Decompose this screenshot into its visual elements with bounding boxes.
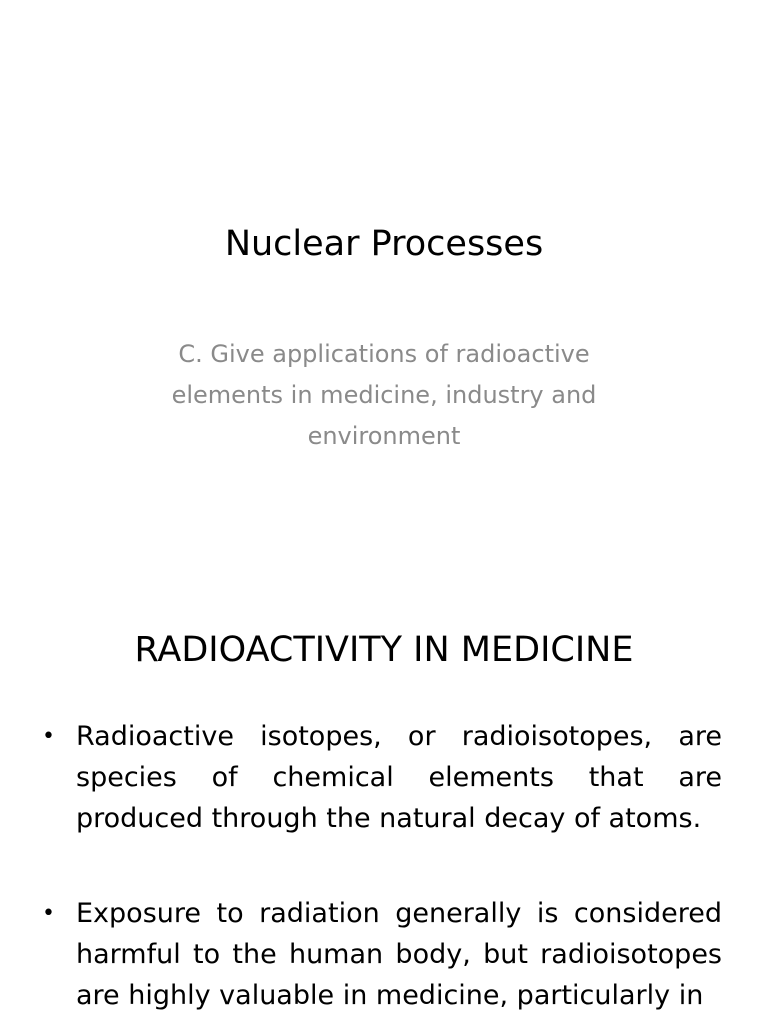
bullet-icon: • — [42, 724, 55, 749]
slide-subtitle: C. Give applications of radioactive elements in medicine, industry and environment — [171, 340, 597, 450]
bullet-icon: • — [42, 901, 55, 926]
bullet-list — [38, 716, 722, 1024]
bullet-text: Radioactive isotopes, or radioisotopes, are species of chemical elements that are produced through the natural decay of atoms. — [76, 721, 722, 834]
bullet-text: Exposure to radiation generally is considered harmful to the human body, but radioisotopes are highly valuable in medicine, particularly in — [76, 898, 722, 1011]
bullet-item — [38, 716, 722, 839]
section-heading: RADIOACTIVITY IN MEDICINE — [134, 630, 634, 670]
slide-title: Nuclear Processes — [224, 224, 544, 264]
content-slide — [0, 576, 768, 1024]
bullet-item — [38, 893, 722, 1016]
